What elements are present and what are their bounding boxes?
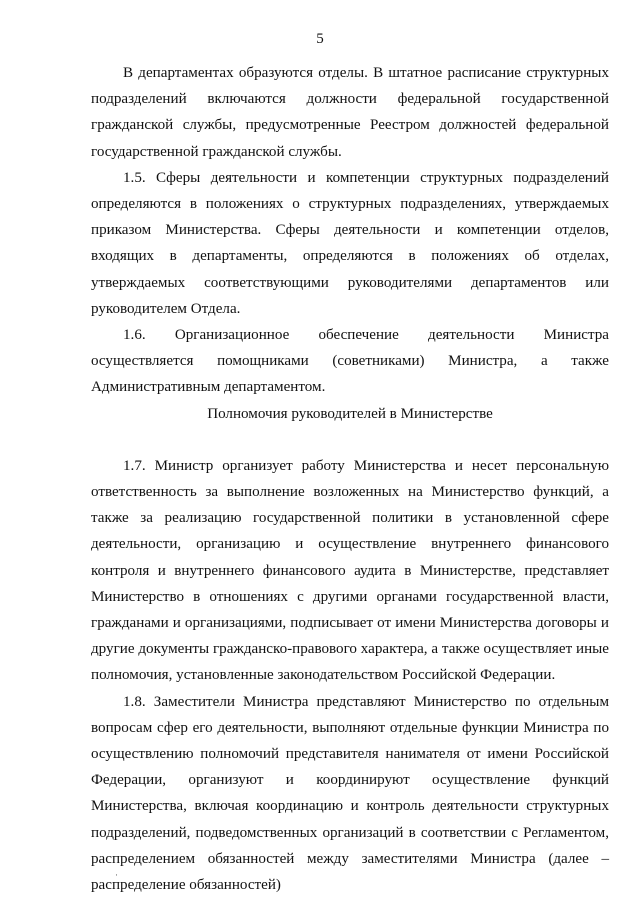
section-heading: Полномочия руководителей в Министерстве xyxy=(207,405,493,422)
paragraph-1-8: 1.8. Заместители Министра представляют Министерство по отдельным вопросам сфер его деятельности, выполняют отдельные функции Министра по осуществлению полномочий представителя нанимателя от имени Российской Федерации, организуют и координируют осуществление функций Министерства, включая координацию и контроль деятельности структурных подразделений, подведомственных организаций в соответствии с Регламентом, распределением обязанностей между заместителями Министра (далее – распределение обязанностей) xyxy=(91,693,609,894)
paragraph-1-7: 1.7. Министр организует работу Министерства и несет персональную ответственность за выполнение возложенных на Министерство функций, а также за реализацию государственной политики в установленной сфере деятельности, организацию и осуществление внутреннего финансового контроля и внутреннего финансового аудита в Министерстве, представляет Министерство в отношениях с другими органами государственной власти, гражданами и организациями, подписывает от имени Министерства договоры и другие документы гражданско-правового характера, а также осуществляет иные полномочия, установленные законодательством Российской Федерации. xyxy=(91,457,609,684)
paragraph-1-6: 1.6. Организационное обеспечение деятельности Министра осуществляется помощниками (советниками) Министра, а также Административным департаментом. xyxy=(91,327,609,396)
scan-mark: · xyxy=(115,870,118,880)
paragraph-1-5: 1.5. Сферы деятельности и компетенции структурных подразделений определяются в положениях о структурных подразделениях, утверждаемых приказом Министерства. Сферы деятельности и компетенции отделов, входящих в департаменты, определяются в положениях об отделах, утверждаемых соответствующими руководителями департаментов или руководителем Отдела. xyxy=(91,169,609,317)
page-number: 5 xyxy=(316,31,324,47)
document-body xyxy=(91,60,609,898)
paragraph-departments: В департаментах образуются отделы. В штатное расписание структурных подразделений включаются должности федеральной государственной гражданской службы, предусмотренные Реестром должностей федеральной государственной гражданской службы. xyxy=(91,65,609,160)
